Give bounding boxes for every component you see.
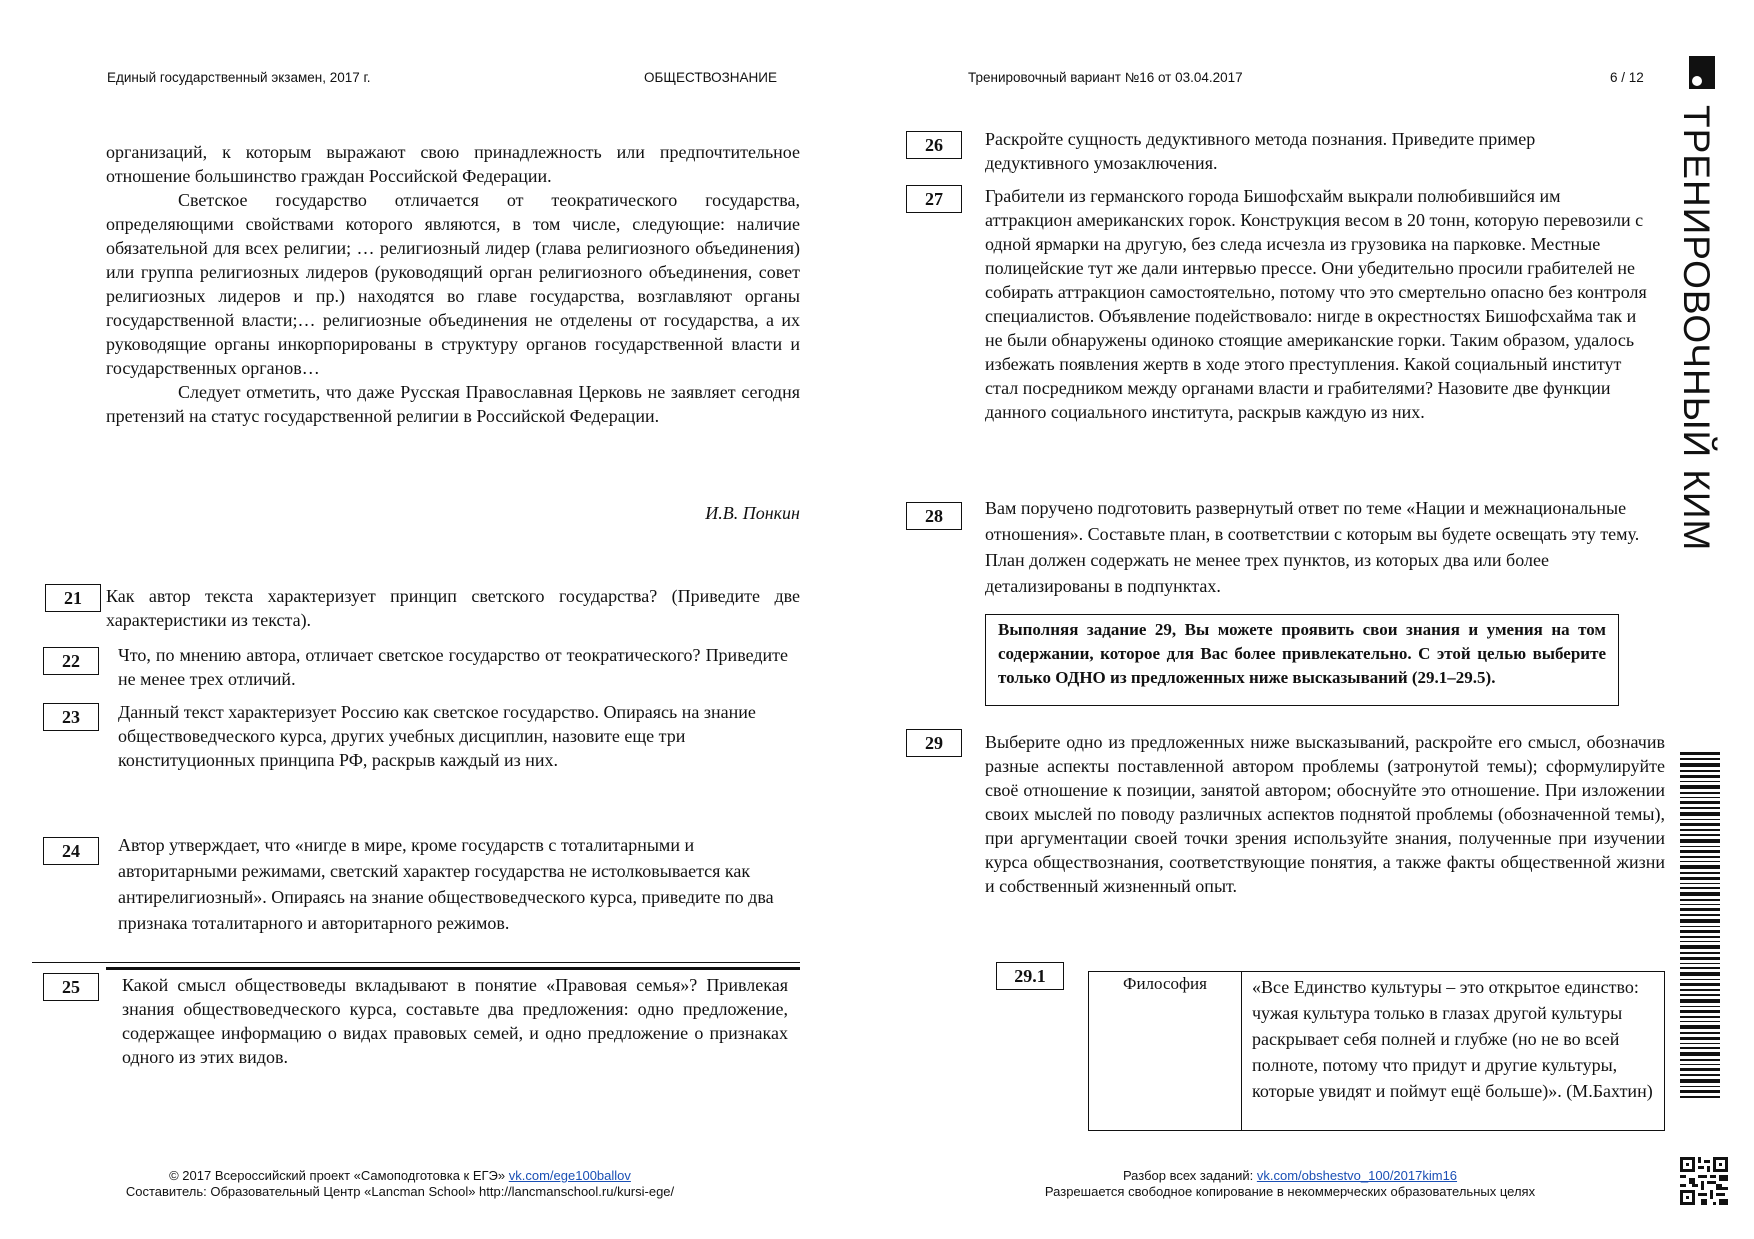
question-25-text: Какой смысл обществоведы вкладывают в понятие «Правовая семья»? Привлекая знания обществоведческого курса, составьте два предложения: одно предложение, содержащее информацию о видах правовых семей, и одно предложение о признаках одного из этих видов.	[122, 975, 788, 1067]
text-paragraph-3: Следует отметить, что даже Русская Православная Церковь не заявляет сегодня претензий на статус государственной религии в Российской Федерации.	[106, 382, 800, 426]
question-number-21: 21	[45, 584, 101, 612]
question-number-23: 23	[43, 703, 99, 731]
text-author: И.В. Понкин	[705, 503, 800, 523]
quote-text: «Все Единство культуры – это открытое единство: чужая культура только в глазах другой культуры раскрывает себя полней и глубже (но не во всей полноте, потому что придут и другие культуры, которые увидят и поймут ещё больше)». (М.Бахтин)	[1252, 977, 1653, 1101]
task-29-notice: Выполняя задание 29, Вы можете проявить свои знания и умения на том содержании, которое для Вас более привлекательно. С этой целью выберите только ОДНО из предложенных ниже высказываний (29.1–29.5).	[985, 614, 1619, 706]
variant-title: Тренировочный вариант №16 от 03.04.2017	[968, 70, 1243, 85]
footer-project-text: © 2017 Всероссийский проект «Самоподготовка к ЕГЭ»	[169, 1168, 506, 1183]
question-23-text: Данный текст характеризует Россию как светское государство. Опираясь на знание обществоведческого курса, других учебных дисциплин, назовите еще три конституционных принципа РФ, раскрыв каждый из них.	[118, 702, 756, 770]
question-24-text: Автор утверждает, что «нигде в мире, кроме государств с тоталитарными и авторитарными режимами, светский характер государства не истолковывается как антирелигиозный». Опираясь на знание обществоведческого курса, приведите по два признака тоталитарного и авторитарного режимов.	[118, 835, 774, 933]
footer-left	[100, 1168, 700, 1200]
question-26-text: Раскройте сущность дедуктивного метода познания. Приведите пример дедуктивного умозаключения.	[985, 129, 1536, 173]
quote-category: Философия	[1089, 972, 1242, 1130]
separator-rule-thick	[106, 967, 800, 970]
question-number-24: 24	[43, 837, 99, 865]
subject-title: ОБЩЕСТВОЗНАНИЕ	[644, 70, 777, 85]
question-number-29: 29	[906, 729, 962, 757]
question-number-27: 27	[906, 185, 962, 213]
footer-author-text: Составитель: Образовательный Центр «Lancman School» http://lancmanschool.ru/kursi-ege/	[125, 1184, 675, 1199]
source-text	[106, 140, 800, 428]
separator-rule	[32, 962, 800, 963]
question-28-text: Вам поручено подготовить развернутый ответ по теме «Нации и межнациональные отношения». Составьте план, в соответствии с которым вы будете освещать эту тему. План должен содержать не менее трех пунктов, из которых два или более детализированы в подпунктах.	[985, 498, 1640, 596]
quote-table-29-1	[1088, 971, 1665, 1131]
question-number-26: 26	[906, 131, 962, 159]
footer-solutions-text: Разбор всех заданий:	[1122, 1168, 1254, 1183]
corner-marker-icon	[1689, 56, 1715, 89]
barcode-icon	[1680, 752, 1720, 1102]
footer-right	[990, 1168, 1590, 1200]
question-29-text: Выберите одно из предложенных ниже высказываний, раскройте его смысл, обозначив разные аспекты поставленной автором проблемы (затронутой темы); сформулируйте своё отношение к позиции, занятой автором; обоснуйте это отношение. При изложении своих мыслей по поводу различных аспектов поднятой проблемы (обозначенной темы), при аргументации своей точки зрения используйте знания, полученные при изучении курса обществознания, соответствующие понятия, а также факты общественной жизни и собственный жизненный опыт.	[985, 732, 1665, 896]
question-number-25: 25	[43, 973, 99, 1001]
footer-solutions-link[interactable]: vk.com/obshestvo_100/2017kim16	[1256, 1168, 1458, 1183]
question-number-22: 22	[43, 647, 99, 675]
text-paragraph-1: организаций, к которым выражают свою принадлежность или предпочтительное отношение большинство граждан Российской Федерации.	[106, 142, 800, 186]
footer-project-link[interactable]: vk.com/ege100ballov	[508, 1168, 631, 1183]
page-number: 6 / 12	[1610, 70, 1644, 85]
question-number-29-1: 29.1	[996, 962, 1064, 990]
footer-copyright-text: Разрешается свободное копирование в некоммерческих образовательных целях	[1044, 1184, 1536, 1199]
qr-code-icon	[1680, 1157, 1728, 1205]
question-27-text: Грабители из германского города Бишофсхайм выкрали полюбившийся им аттракцион американских горок. Конструкция весом в 20 тонн, которую перевозили с одной ярмарки на другую, без следа исчезла из грузовика на парковке. Местные полицейские тут же дали интервью прессе. Они убедительно просили грабителей не собирать аттракцион самостоятельно, потому что это смертельно опасно без контроля специалистов. Объявление подействовало: нигде в окрестностях Бишофсхайма так и не были обнаружены одиноко стоящие американские горки. Таким образом, удалось избежать появления жертв в ходе этого преступления. Какой социальный институт стал посредником между органами власти и грабителями? Назовите две функции данного социального института, раскрыв каждую из них.	[985, 186, 1647, 422]
question-22-text: Что, по мнению автора, отличает светское государство от теократического? Приведите не менее трех отличий.	[118, 645, 788, 689]
side-label: ТРЕНИРОВОЧНЫЙ КИМ	[1676, 104, 1717, 552]
question-number-28: 28	[906, 502, 962, 530]
text-paragraph-2: Светское государство отличается от теократического государства, определяющими свойствами которого являются, в том числе, следующие: наличие обязательной для всех религии; … религиозный лидер (глава религиозного объединения) или группа религиозных лидеров (руководящий орган религиозного объединения, совет религиозных лидеров и пр.) находятся во главе государства, возглавляют органы государственной власти;… религиозные объединения не отделены от государства, а их руководящие органы инкорпорированы в структуру органов государственной власти и государственных органов…	[106, 190, 800, 378]
exam-title: Единый государственный экзамен, 2017 г.	[107, 70, 371, 85]
question-21-text: Как автор текста характеризует принцип светского государства? (Приведите две характеристики из текста).	[106, 586, 800, 630]
